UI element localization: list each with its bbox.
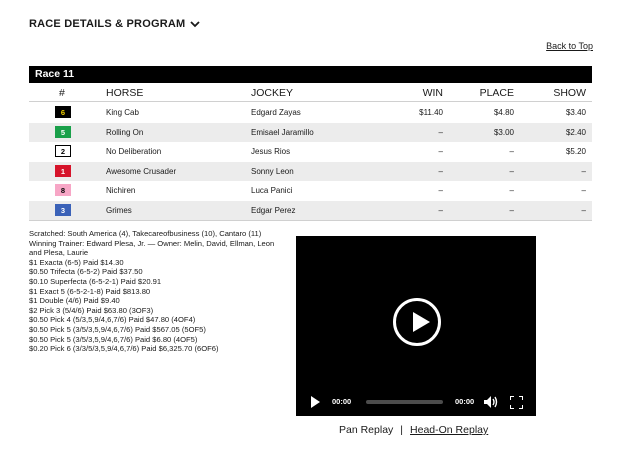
volume-icon[interactable] — [484, 396, 498, 408]
horse-name: No Deliberation — [106, 147, 162, 157]
fullscreen-icon[interactable] — [510, 396, 523, 409]
horse-name: King Cab — [106, 108, 139, 117]
col-header-pp: # — [59, 87, 65, 99]
col-header-place: PLACE — [479, 87, 514, 99]
payout-line: $0.50 Trifecta (6-5-2) Paid $37.50 — [29, 267, 143, 277]
win-payout: – — [438, 127, 443, 137]
post-position-badge: 8 — [55, 184, 71, 196]
post-position-badge: 5 — [55, 126, 71, 138]
play-icon[interactable] — [310, 396, 320, 408]
jockey-name: Luca Panici — [251, 186, 293, 196]
table-row — [29, 123, 592, 143]
column-header-row — [29, 83, 592, 102]
horse-name: Nichiren — [106, 186, 136, 196]
horse-name: Grimes — [106, 206, 132, 215]
play-button-icon[interactable] — [393, 298, 441, 346]
section-title: RACE DETAILS & PROGRAM — [29, 18, 186, 30]
show-payout: – — [581, 206, 586, 215]
pan-replay-link[interactable]: Pan Replay — [339, 424, 394, 436]
race-details-toggle[interactable] — [29, 18, 200, 30]
col-header-win: WIN — [422, 87, 443, 99]
place-payout: – — [509, 186, 514, 196]
horse-name: Awesome Crusader — [106, 166, 177, 176]
col-header-horse: HORSE — [106, 87, 144, 99]
back-to-top-link[interactable]: Back to Top — [546, 41, 593, 51]
table-row — [29, 201, 592, 221]
table-divider — [29, 220, 592, 221]
chevron-down-icon — [190, 21, 200, 28]
race-title: Race 11 — [29, 66, 592, 83]
payout-line: $0.50 Pick 5 (3/5/3,5,9/4,6,7/6) Paid $6.80 (4OF5) — [29, 334, 198, 344]
win-payout: – — [438, 186, 443, 196]
show-payout: – — [581, 186, 586, 196]
post-position-badge: 1 — [55, 165, 71, 177]
payout-line: $1 Exact 5 (6-5-2-1-8) Paid $813.80 — [29, 286, 151, 296]
place-payout: – — [509, 147, 514, 157]
post-position-badge: 3 — [55, 204, 71, 216]
payout-line: $0.50 Pick 5 (3/5/3,5,9/4,6,7/6) Paid $567.05 (5OF5) — [29, 324, 206, 334]
current-time: 00:00 — [332, 397, 352, 406]
show-payout: $3.40 — [565, 108, 586, 117]
trainer-owner-note: Winning Trainer: Edward Plesa, Jr. — Owner: Melin, David, Ellman, Leon and Plesa, Laurie — [29, 238, 275, 258]
jockey-name: Edgard Zayas — [251, 108, 301, 117]
table-row — [29, 181, 592, 201]
table-row — [29, 162, 592, 182]
horse-name: Rolling On — [106, 127, 144, 137]
place-payout: – — [509, 206, 514, 215]
table-row — [29, 103, 592, 123]
race-notes — [29, 229, 279, 354]
head-on-replay-link[interactable]: Head-On Replay — [410, 424, 489, 436]
win-payout: – — [438, 206, 443, 215]
show-payout: – — [581, 166, 586, 176]
win-payout: – — [438, 166, 443, 176]
payout-line: $1 Double (4/6) Paid $9.40 — [29, 296, 120, 306]
show-payout: $5.20 — [565, 147, 586, 157]
table-row — [29, 142, 592, 162]
jockey-name: Jesus Rios — [251, 147, 291, 157]
payout-line: $0.20 Pick 6 (3/3/5/3,5,9/4,6,7/6) Paid $6,325.70 (6OF6) — [29, 344, 219, 354]
payout-line: $0.10 Superfecta (6-5-2-1) Paid $20.91 — [29, 276, 162, 286]
show-payout: $2.40 — [565, 127, 586, 137]
col-header-jockey: JOCKEY — [251, 87, 294, 99]
col-header-show: SHOW — [553, 87, 586, 99]
replay-separator: | — [400, 424, 404, 436]
payout-line: $1 Exacta (6-5) Paid $14.30 — [29, 257, 124, 267]
seek-bar[interactable] — [366, 400, 443, 404]
jockey-name: Edgar Perez — [251, 206, 296, 215]
place-payout: – — [509, 166, 514, 176]
replay-links — [339, 424, 488, 436]
post-position-badge: 6 — [55, 106, 71, 118]
win-payout: – — [438, 147, 443, 157]
scratched-note: Scratched: South America (4), Takecareofbusiness (10), Cantaro (11) — [29, 229, 262, 238]
jockey-name: Sonny Leon — [251, 166, 294, 176]
replay-video-player[interactable] — [296, 236, 536, 416]
jockey-name: Emisael Jaramillo — [251, 127, 314, 137]
video-controls — [296, 388, 536, 416]
place-payout: $4.80 — [493, 108, 514, 117]
win-payout: $11.40 — [419, 108, 443, 117]
duration-time: 00:00 — [455, 397, 475, 406]
post-position-badge: 2 — [55, 145, 71, 157]
place-payout: $3.00 — [493, 127, 514, 137]
payout-line: $2 Pick 3 (5/4/6) Paid $63.80 (3OF3) — [29, 305, 154, 315]
payout-line: $0.50 Pick 4 (5/3,5,9/4,6,7/6) Paid $47.80 (4OF4) — [29, 315, 196, 325]
